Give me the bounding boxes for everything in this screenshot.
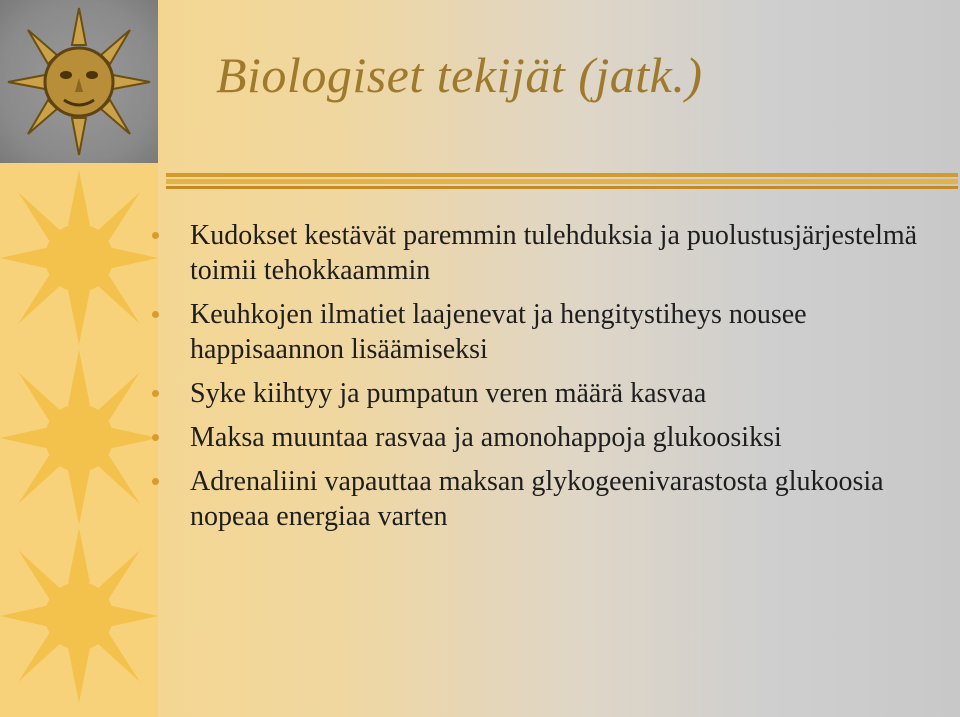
bullet-dot-icon bbox=[152, 478, 159, 485]
bullet-text: Kudokset kestävät paremmin tulehduksia ja puolustusjärjestelmä toimii tehokkaammin bbox=[190, 220, 918, 286]
bullet-item bbox=[150, 420, 940, 455]
title-divider bbox=[166, 173, 958, 190]
bullet-item bbox=[150, 376, 940, 411]
bullet-text: Syke kiihtyy ja pumpatun veren määrä kasvaa bbox=[190, 378, 707, 409]
bullet-text: Keuhkojen ilmatiet laajenevat ja hengitystiheys nousee happisaannon lisäämiseksi bbox=[190, 299, 807, 365]
bullet-item bbox=[150, 218, 940, 288]
bullet-text: Adrenaliini vapauttaa maksan glykogeenivarastosta glukoosia nopeaa energiaa varten bbox=[190, 466, 884, 532]
bullet-dot-icon bbox=[152, 390, 159, 397]
bullet-list bbox=[150, 218, 940, 543]
bullet-dot-icon bbox=[152, 434, 159, 441]
bullet-text: Maksa muuntaa rasvaa ja amonohappoja glukoosiksi bbox=[190, 422, 782, 453]
bullet-item bbox=[150, 297, 940, 367]
bullet-dot-icon bbox=[152, 232, 159, 239]
sun-pattern-icon bbox=[0, 350, 158, 525]
sun-pattern-icon bbox=[0, 528, 158, 703]
sun-pattern-icon bbox=[0, 170, 158, 345]
sun-face-icon bbox=[0, 0, 158, 163]
bullet-item bbox=[150, 464, 940, 534]
bullet-dot-icon bbox=[152, 311, 159, 318]
slide-title: Biologiset tekijät (jatk.) bbox=[216, 47, 703, 103]
